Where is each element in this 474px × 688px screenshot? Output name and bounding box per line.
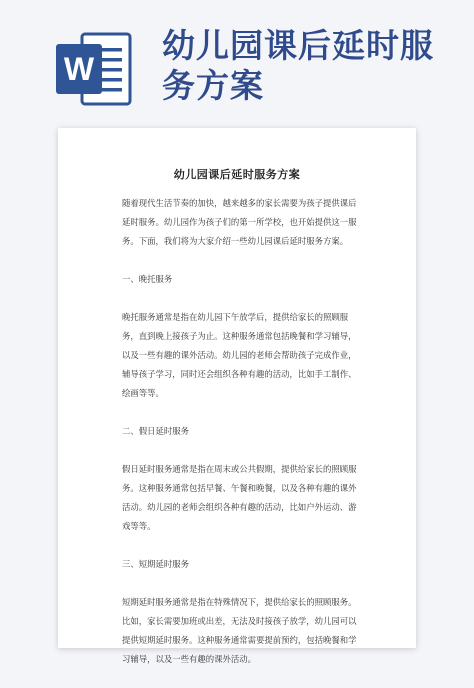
document-page <box>58 128 416 664</box>
section-paragraph: 短期延时服务通常是指在特殊情况下，提供给家长的照顾服务。比如，家长需要加班或出差，无法及时接孩子放学，幼儿园可以提供短期延时服务。这种服务通常需要提前预约，包括晚餐和学习辅导，以及一些有趣的课外活动。 <box>122 597 357 664</box>
section-paragraph: 晚托服务通常是指在幼儿园下午放学后，提供给家长的照顾服务，直到晚上接孩子为止。这种服务通常包括晚餐和学习辅导，以及一些有趣的课外活动。幼儿园的老师会帮助孩子完成作业，辅导孩子学习，同时还会组织各种有趣的活动，比如手工制作、绘画等等。 <box>122 312 357 398</box>
banner-title: 幼儿园课后延时服务方案 <box>162 26 434 105</box>
section-heading: 二、假日延时服务 <box>122 426 189 436</box>
section-heading: 一、晚托服务 <box>122 274 173 284</box>
document-title: 幼儿园课后延时服务方案 <box>173 168 301 181</box>
document-body <box>122 194 358 688</box>
section-heading: 三、短期延时服务 <box>122 559 189 569</box>
section-paragraph: 假日延时服务通常是指在周末或公共假期，提供给家长的照顾服务。这种服务通常包括早餐、午餐和晚餐，以及各种有趣的课外活动。幼儿园的老师会组织各种有趣的活动，比如户外运动、游戏等等。 <box>122 464 357 531</box>
banner <box>0 0 474 118</box>
intro-paragraph: 随着现代生活节奏的加快，越来越多的家长需要为孩子提供课后延时服务。幼儿园作为孩子们的第一所学校，也开始提供这一服务。下面，我们将为大家介绍一些幼儿园课后延时服务方案。 <box>122 198 357 246</box>
word-document-icon <box>52 28 134 110</box>
word-icon-letter: W <box>63 51 95 87</box>
